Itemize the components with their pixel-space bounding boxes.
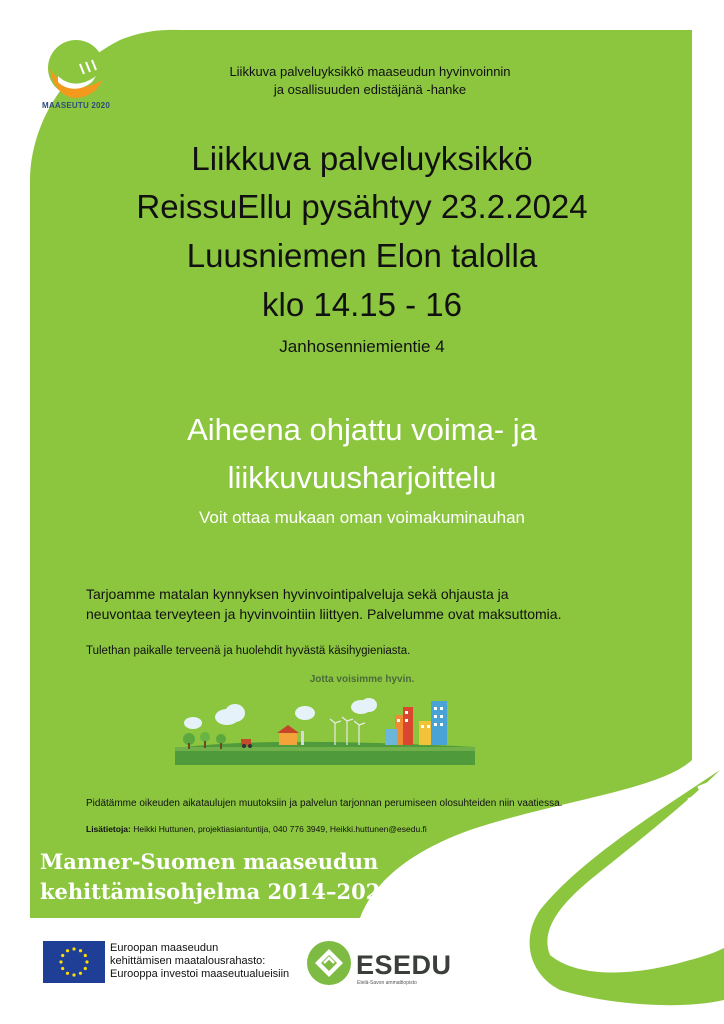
body-paragraph-line-2: neuvontaa terveyteen ja hyvinvointiin liittyen. Palvelumme ovat maksuttomia. <box>86 606 562 622</box>
landscape-illustration <box>175 693 475 773</box>
project-line-1: Liikkuva palveluyksikkö maaseudun hyvinvoinnin <box>229 64 511 79</box>
program-line-2: kehittämisohjelma 2014–2020 <box>40 879 395 904</box>
topic-line-2: liikkuvuusharjoittelu <box>227 460 497 495</box>
esedu-name: ESEDU <box>356 950 452 980</box>
eu-text-line-2: kehittämisen maatalousrahasto: <box>110 955 266 967</box>
rights-note: Pidätämme oikeuden aikataulujen muutoksiin ja palvelun tarjonnan perumiseen olosuhteiden niin vaatiessa. <box>86 798 563 809</box>
logo-caption: MAASEUTU 2020 <box>42 101 110 110</box>
headline-line-4: klo 14.15 - 16 <box>262 286 462 323</box>
program-line-1: Manner-Suomen maaseudun <box>40 849 379 874</box>
contact-info <box>86 824 646 834</box>
body-paragraph-line-1: Tarjoamme matalan kynnyksen hyvinvointipalveluja sekä ohjausta ja <box>86 586 509 602</box>
headline-line-3: Luusniemen Elon talolla <box>186 237 538 274</box>
contact-label: Lisätietoja: <box>86 824 131 834</box>
headline-line-2: ReissuEllu pysähtyy 23.2.2024 <box>136 188 588 225</box>
headline-line-1: Liikkuva palveluyksikkö <box>191 140 533 177</box>
eu-text-line-3: Eurooppa investoi maaseutualueisiin <box>110 968 290 980</box>
esedu-logo-icon <box>306 940 352 986</box>
eu-text-line-1: Euroopan maaseudun <box>110 942 219 954</box>
topic-line-1: Aiheena ohjattu voima- ja <box>187 412 537 447</box>
hygiene-note: Tulethan paikalle terveenä ja huolehdit hyvästä käsihygieniasta. <box>86 645 411 657</box>
project-line-2: ja osallisuuden edistäjänä -hanke <box>273 82 467 97</box>
address: Janhosenniemientie 4 <box>279 337 445 356</box>
eu-flag-icon <box>43 941 105 983</box>
esedu-subtitle: Etelä-Savon ammattiopisto <box>357 980 417 986</box>
tagline: Jotta voisimme hyvin. <box>309 674 415 685</box>
topic-subtitle: Voit ottaa mukaan oman voimakuminauhan <box>198 508 526 527</box>
contact-text: Heikki Huttunen, projektiasiantuntija, 040 776 3949, Heikki.huttunen@esedu.fi <box>133 824 427 834</box>
